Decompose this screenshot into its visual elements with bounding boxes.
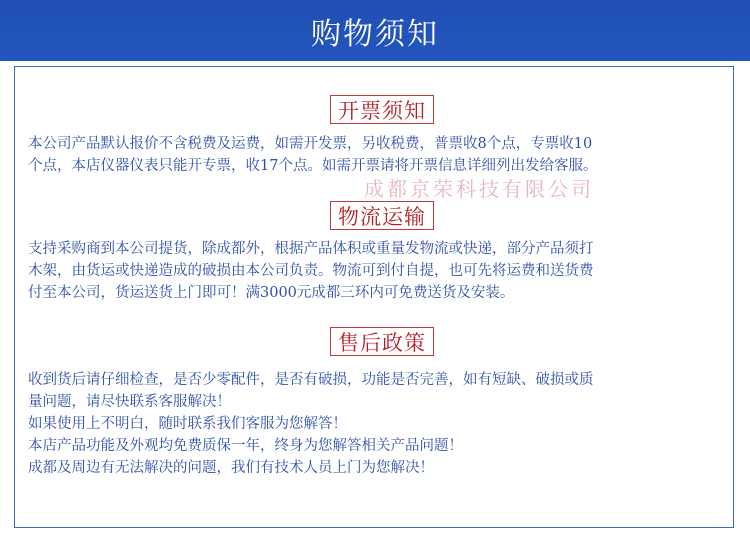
invoice-heading: 开票须知: [330, 95, 434, 124]
logistics-heading: 物流运输: [330, 201, 434, 230]
logistics-line: 付至本公司，货运送货上门即可！满3000元成都三环内可免费送货及安装。: [28, 285, 515, 301]
logistics-line: 木架，由货运或快递造成的破损由本公司负责。物流可到付自提，也可先将运费和送货费: [28, 263, 594, 279]
after-sales-line: 收到货后请仔细检查，是否少零配件，是否有破损，功能是否完善，如有短缺、破损或质: [28, 372, 594, 388]
after-sales-heading: 售后政策: [330, 327, 434, 356]
logistics-text: [28, 238, 733, 304]
after-sales-line: 本店产品功能及外观均免费质保一年，终身为您解答相关产品问题！: [28, 438, 463, 454]
after-sales-line: 量问题，请尽快联系客服解决！: [28, 394, 231, 410]
after-sales-text: [28, 369, 733, 479]
invoice-text: [28, 133, 733, 177]
invoice-line: 本公司产品默认报价不含税费及运费，如需开发票，另收税费，普票收8个点，专票收10: [28, 136, 593, 152]
logistics-line: 支持采购商到本公司提货，除成都外，根据产品体积或重量发物流或快递，部分产品须打: [28, 241, 594, 257]
after-sales-line: 成都及周边有无法解决的问题，我们有技术人员上门为您解决！: [28, 460, 434, 476]
company-watermark: 成都京荣科技有限公司: [364, 177, 594, 201]
invoice-line: 个点，本店仪器仪表只能开专票，收17个点。如需开票请将开票信息详细列出发给客服。: [28, 158, 598, 174]
page-title: 购物须知: [311, 16, 439, 52]
after-sales-line: 如果使用上不明白，随时联系我们客服为您解答！: [28, 416, 347, 432]
page-header: [0, 0, 750, 61]
